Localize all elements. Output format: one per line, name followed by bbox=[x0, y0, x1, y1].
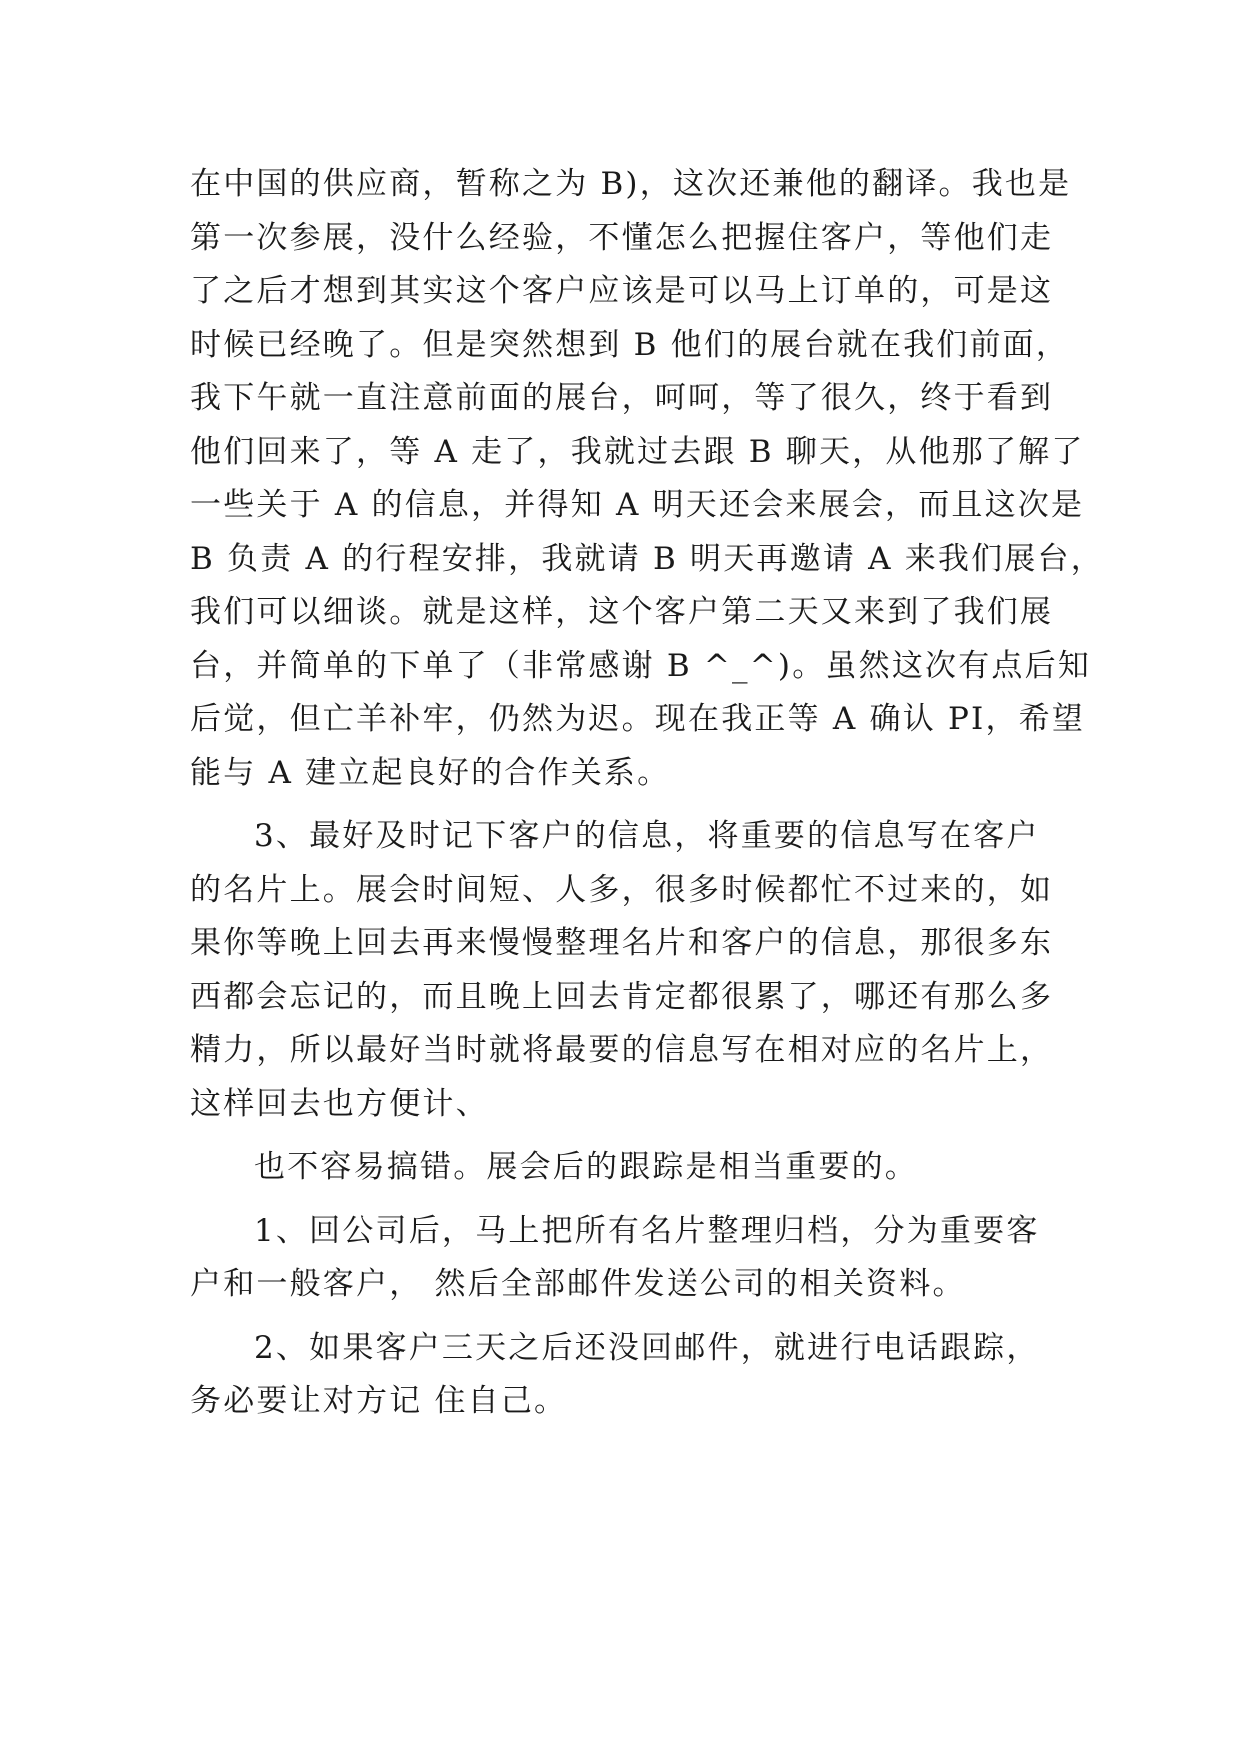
text-line: 我们可以细谈。就是这样，这个客户第二天又来到了我们展 bbox=[190, 594, 1054, 630]
text-line: 也不容易搞错。展会后的跟踪是相当重要的。 bbox=[254, 1149, 918, 1185]
text-line: 务必要让对方记 住自己。 bbox=[190, 1383, 568, 1419]
text-line: 精力，所以最好当时就将最要的信息写在相对应的名片上， bbox=[190, 1032, 1054, 1068]
text-line: 一些关于 A 的信息，并得知 A 明天还会来展会，而且这次是 bbox=[190, 487, 1085, 523]
text-line: 的名片上。展会时间短、人多，很多时候都忙不过来的，如 bbox=[190, 871, 1054, 908]
text-line: 在中国的供应商，暂称之为 B)，这次还兼他的翻译。我也是 bbox=[190, 166, 1072, 202]
text-line: 台，并简单的下单了（非常感谢 B ^_^)。虽然这次有点后知 bbox=[190, 647, 1092, 684]
text-line: 2、如果客户三天之后还没回邮件，就进行电话跟踪， bbox=[254, 1329, 1040, 1366]
document-body bbox=[190, 158, 1104, 1429]
text-line: 西都会忘记的，而且晚上回去肯定都很累了，哪还有那么多 bbox=[190, 978, 1054, 1015]
text-line: B 负责 A 的行程安排，我就请 B 明天再邀请 A 来我们展台， bbox=[190, 540, 1104, 577]
text-line: 他们回来了，等 A 走了，我就过去跟 B 聊天，从他那了解了 bbox=[190, 433, 1085, 470]
paragraph-5 bbox=[190, 1322, 1070, 1429]
text-line: 我下午就一直注意前面的展台，呵呵，等了很久，终于看到 bbox=[190, 380, 1054, 416]
text-line: 时候已经晚了。但是突然想到 B 他们的展台就在我们前面， bbox=[190, 326, 1070, 363]
text-line: 这样回去也方便计、 bbox=[190, 1085, 489, 1122]
text-line: 户和一般客户， 然后全部邮件发送公司的相关资料。 bbox=[190, 1266, 966, 1302]
text-line: 第一次参展，没什么经验，不懂怎么把握住客户，等他们走 bbox=[190, 219, 1054, 256]
text-line: 果你等晚上回去再来慢慢整理名片和客户的信息，那很多东 bbox=[190, 925, 1054, 961]
text-line: 1、回公司后，马上把所有名片整理归档，分为重要客 bbox=[254, 1212, 1040, 1249]
paragraph-4 bbox=[190, 1205, 1070, 1312]
paragraph-2 bbox=[190, 810, 1070, 1131]
paragraph-3 bbox=[190, 1141, 1070, 1195]
text-line: 了之后才想到其实这个客户应该是可以马上订单的，可是这 bbox=[190, 273, 1054, 309]
paragraph-1 bbox=[190, 158, 1104, 800]
text-line: 后觉，但亡羊补牢，仍然为迟。现在我正等 A 确认 PI，希望 bbox=[190, 701, 1086, 737]
text-line: 能与 A 建立起良好的合作关系。 bbox=[190, 754, 671, 791]
text-line: 3、最好及时记下客户的信息，将重要的信息写在客户 bbox=[254, 818, 1040, 854]
